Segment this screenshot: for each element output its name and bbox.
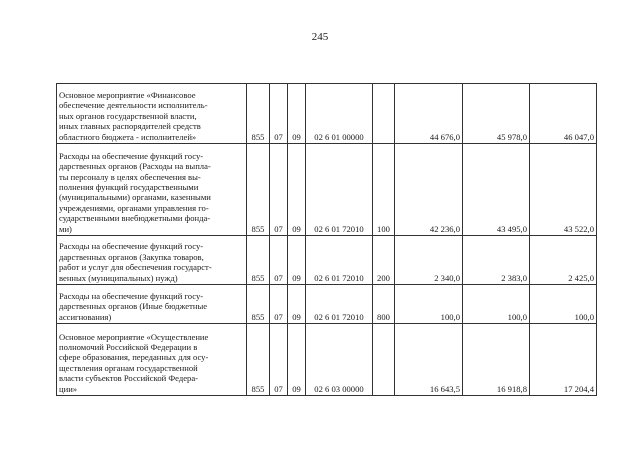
ministry-code: 855 (247, 236, 270, 285)
expense-type-code: 800 (373, 285, 395, 324)
subsection-code: 09 (288, 285, 306, 324)
subsection-code: 09 (288, 324, 306, 396)
section-code: 07 (270, 84, 288, 144)
row-description: Основное мероприятие «Финансовое обеспечение деятельности исполнитель- ных органов государственной власти, иных главных распорядителей средств областного бюджета - исполнителей» (57, 84, 247, 144)
subsection-code: 09 (288, 144, 306, 236)
budget-table (56, 83, 597, 396)
amount-year-2: 100,0 (463, 285, 530, 324)
amount-year-1: 2 340,0 (395, 236, 463, 285)
amount-year-1: 44 676,0 (395, 84, 463, 144)
amount-year-1: 42 236,0 (395, 144, 463, 236)
amount-year-3: 43 522,0 (530, 144, 597, 236)
subsection-code: 09 (288, 84, 306, 144)
ministry-code: 855 (247, 285, 270, 324)
table-row (57, 236, 597, 285)
target-article-code: 02 6 03 00000 (306, 324, 373, 396)
expense-type-code (373, 84, 395, 144)
table-row (57, 84, 597, 144)
target-article-code: 02 6 01 72010 (306, 144, 373, 236)
section-code: 07 (270, 324, 288, 396)
expense-type-code: 100 (373, 144, 395, 236)
amount-year-3: 2 425,0 (530, 236, 597, 285)
amount-year-2: 45 978,0 (463, 84, 530, 144)
amount-year-1: 16 643,5 (395, 324, 463, 396)
amount-year-2: 16 918,8 (463, 324, 530, 396)
table-row (57, 285, 597, 324)
page-number: 245 (311, 31, 329, 43)
section-code: 07 (270, 144, 288, 236)
row-description: Расходы на обеспечение функций госу- дарственных органов (Расходы на выпла- ты персоналу в целях обеспечения вы- полнения функций государственными (муниципальными) органами, казенными учреждениями, органами управления го- сударственными внебюджетными фонда- ми) (57, 144, 247, 236)
ministry-code: 855 (247, 144, 270, 236)
table-row (57, 144, 597, 236)
subsection-code: 09 (288, 236, 306, 285)
target-article-code: 02 6 01 00000 (306, 84, 373, 144)
amount-year-1: 100,0 (395, 285, 463, 324)
ministry-code: 855 (247, 84, 270, 144)
expense-type-code (373, 324, 395, 396)
section-code: 07 (270, 285, 288, 324)
row-description: Расходы на обеспечение функций госу- дарственных органов (Закупка товаров, работ и услуг для обеспечения государст- венных (муниципальных) нужд) (57, 236, 247, 285)
amount-year-2: 43 495,0 (463, 144, 530, 236)
amount-year-3: 17 204,4 (530, 324, 597, 396)
row-description: Основное мероприятие «Осуществление полномочий Российской Федерации в сфере образования, переданных для осу- ществления органам государственной власти субъектов Российской Федера- ции» (57, 324, 247, 396)
ministry-code: 855 (247, 324, 270, 396)
section-code: 07 (270, 236, 288, 285)
amount-year-2: 2 383,0 (463, 236, 530, 285)
target-article-code: 02 6 01 72010 (306, 285, 373, 324)
target-article-code: 02 6 01 72010 (306, 236, 373, 285)
amount-year-3: 100,0 (530, 285, 597, 324)
table-row (57, 324, 597, 396)
amount-year-3: 46 047,0 (530, 84, 597, 144)
expense-type-code: 200 (373, 236, 395, 285)
row-description: Расходы на обеспечение функций госу- дарственных органов (Иные бюджетные ассигнования) (57, 285, 247, 324)
